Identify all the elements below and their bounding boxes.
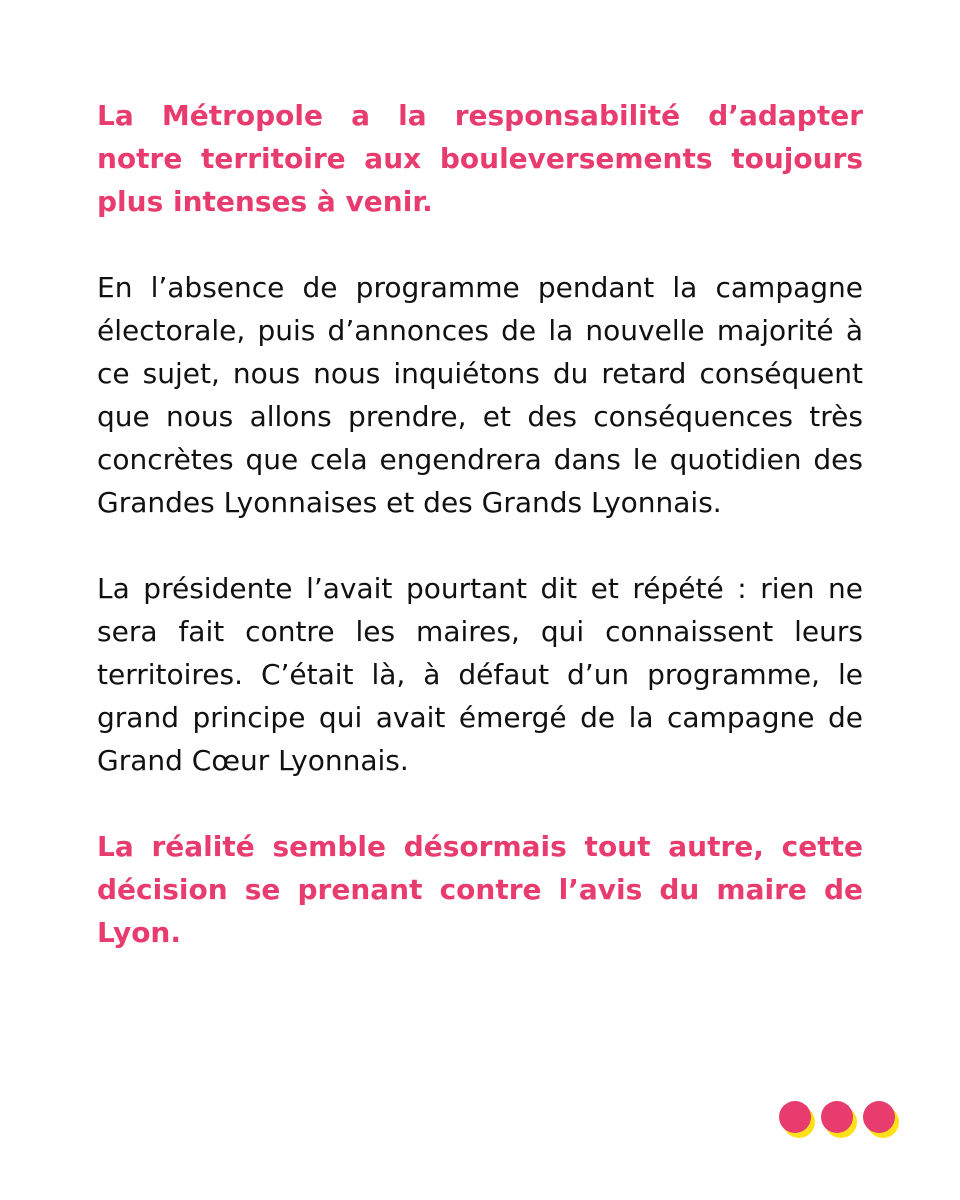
body-paragraph-concern: En l’absence de programme pendant la campagne électorale, puis d’annonces de la nouvelle majorité à ce sujet, nous nous inquiétons du retard conséquent que nous allons prendre, et des conséquences très concrètes que cela engendrera dans le quotidien des Grandes Lyonnaises et des Grands Lyonnais. (97, 271, 863, 519)
dot-icon (863, 1101, 895, 1133)
dot-icon (821, 1101, 853, 1133)
article-body (97, 94, 863, 997)
three-dots-icon (779, 1101, 899, 1141)
dot-fill (779, 1101, 811, 1133)
intro-highlight-paragraph: La Métropole a la responsabilité d’adapter notre territoire aux bouleversements toujours plus intenses à venir. (97, 99, 863, 218)
dot-fill (821, 1101, 853, 1133)
body-paragraph-president: La présidente l’avait pourtant dit et répété : rien ne sera fait contre les maires, qui connaissent leurs territoires. C’était là, à défaut d’un programme, le grand principe qui avait émergé de la campagne de Grand Cœur Lyonnais. (97, 572, 863, 777)
dot-icon (779, 1101, 811, 1133)
closing-highlight-paragraph: La réalité semble désormais tout autre, cette décision se prenant contre l’avis du maire de Lyon. (97, 830, 863, 949)
dot-fill (863, 1101, 895, 1133)
